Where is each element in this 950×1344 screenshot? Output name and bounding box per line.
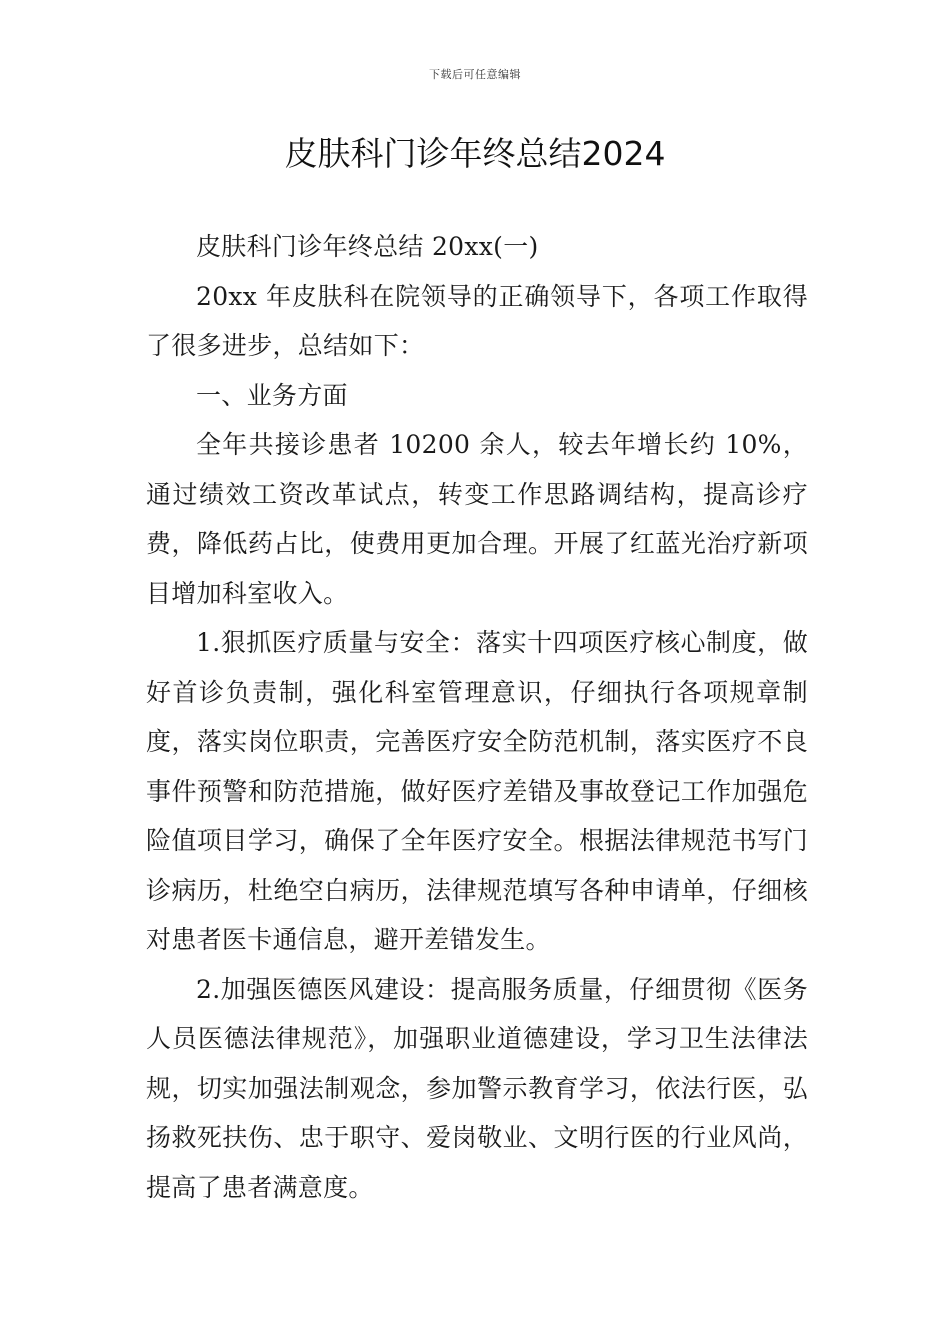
section-heading: 一、业务方面: [196, 380, 348, 410]
intro-paragraph: 20xx 年皮肤科在院领导的正确领导下，各项工作取得了很多进步，总结如下：: [146, 281, 808, 360]
document-body: [146, 222, 808, 1212]
subtitle-paragraph: 皮肤科门诊年终总结 20xx(一): [196, 232, 539, 261]
body-paragraph: 1.狠抓医疗质量与安全：落实十四项医疗核心制度，做好首诊负责制，强化科室管理意识，仔细执行各项规章制度，落实岗位职责，完善医疗安全防范机制，落实医疗不良事件预警和防范措施，做好医疗差错及事故登记工作加强危险值项目学习，确保了全年医疗安全。根据法律规范书写门诊病历，杜绝空白病历，法律规范填写各种申请单，仔细核对患者医卡通信息，避开差错发生。: [146, 628, 808, 954]
header-note: 下载后可任意编辑: [429, 68, 521, 81]
document-title: 皮肤科门诊年终总结2024: [284, 134, 666, 173]
body-paragraph: 全年共接诊患者 10200 余人，较去年增长约 10%，通过绩效工资改革试点，转变工作思路调结构，提高诊疗费，降低药占比，使费用更加合理。开展了红蓝光治疗新项目增加科室收入。: [146, 430, 808, 608]
body-paragraph: 2.加强医德医风建设：提高服务质量，仔细贯彻《医务人员医德法律规范》，加强职业道德建设，学习卫生法律法规，切实加强法制观念，参加警示教育学习，依法行医，弘扬救死扶伤、忠于职守、爱岗敬业、文明行医的行业风尚，提高了患者满意度。: [146, 974, 808, 1202]
